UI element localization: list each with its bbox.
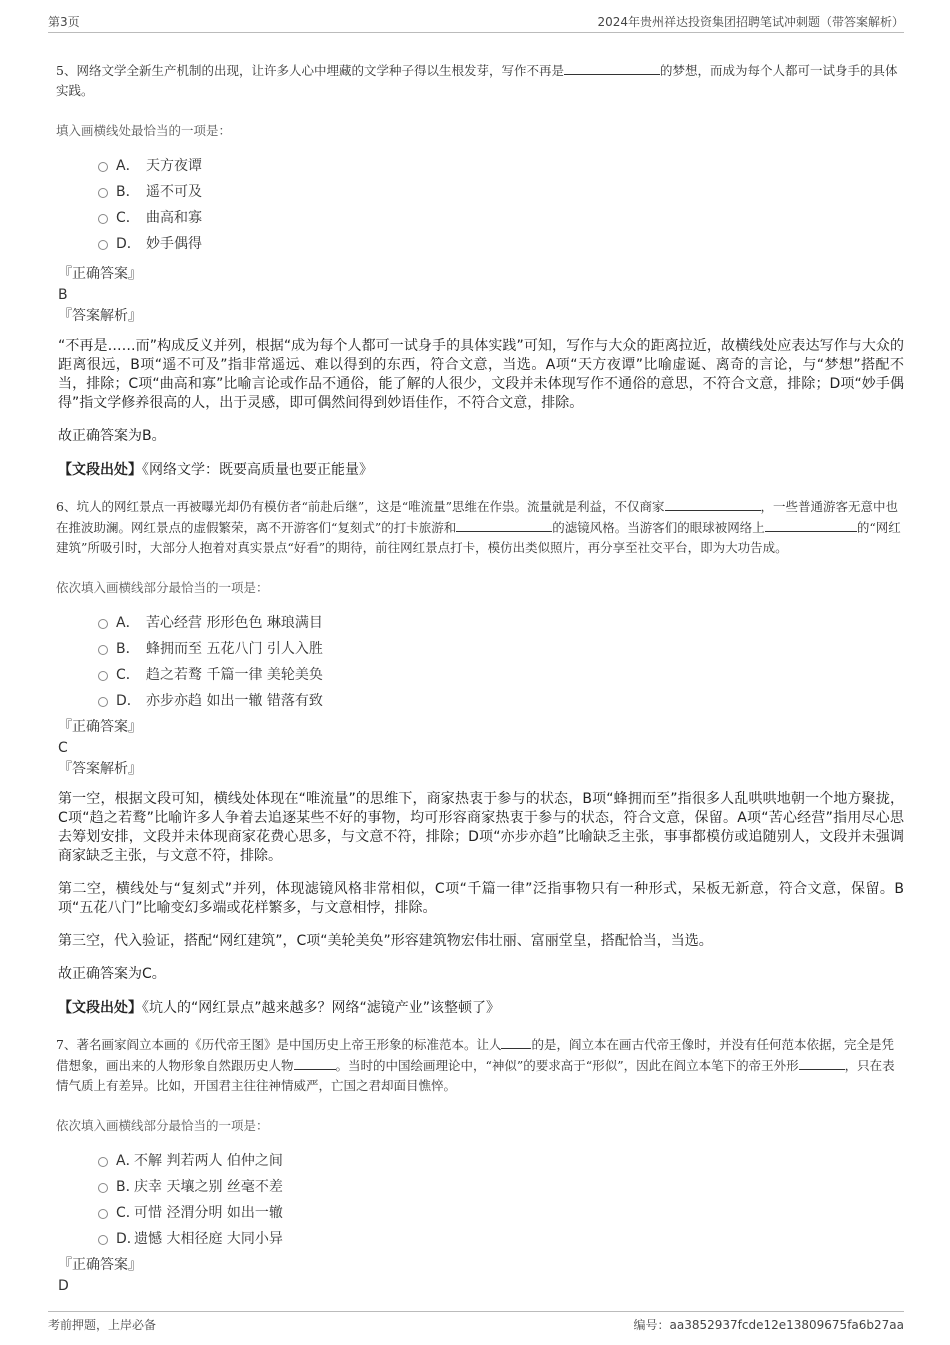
answer-blank — [501, 1034, 531, 1049]
page-number: 第3页 — [48, 15, 80, 29]
answer-blank — [294, 1055, 336, 1070]
option-list — [98, 153, 904, 257]
radio-icon[interactable] — [98, 645, 108, 655]
option-a[interactable]: A．不解 判若两人 伯仲之间 — [98, 1148, 904, 1174]
answer-label: 『正确答案』 — [58, 1257, 142, 1273]
question-list — [56, 40, 904, 1296]
radio-icon[interactable] — [98, 1235, 108, 1245]
radio-icon[interactable] — [98, 214, 108, 224]
option-b[interactable]: B． 遥不可及 — [98, 179, 904, 205]
option-a[interactable]: A． 天方夜谭 — [98, 153, 904, 179]
correct-answer: C — [58, 740, 68, 756]
answer-blank — [564, 60, 660, 75]
analysis-label: 『答案解析』 — [58, 308, 142, 324]
radio-icon[interactable] — [98, 162, 108, 172]
option-d[interactable]: D． 妙手偶得 — [98, 231, 904, 257]
analysis-text: “不再是……而”构成反义并列，根据“成为每个人都可一试身手的具体实践”可知，写作与大众的距离拉近，故横线处应表达写作与大众的距离很远，B项“遥不可及”指非常遥远、难以得到的东西，符合文意，当选。A项“天方夜谭”比喻虚诞、离奇的言论，与“梦想”搭配不当，排除；C项“曲高和寡”比喻言论或作品不通俗，能了解的人很少，文段并未体现写作不通俗的意思，不符合文意，排除；D项“妙手偶得”指文学修养很高的人，出于灵感，即可偶然间得到妙语佳作，不符合文意，排除。 故正确答案为B。 — [58, 338, 904, 444]
page-header — [48, 10, 904, 33]
document-code: 编号：aa3852937fcde12e13809675fa6b27aa — [633, 1318, 904, 1332]
answer-blank — [765, 517, 857, 532]
correct-answer: D — [58, 1278, 69, 1294]
answer-label: 『正确答案』 — [58, 266, 142, 282]
option-b[interactable]: B． 蜂拥而至 五花八门 引人入胜 — [98, 636, 904, 662]
source-citation: 【文段出处】《坑人的“网红景点”越来越多？网络“滤镜产业”该整顿了》 — [58, 1000, 501, 1016]
radio-icon[interactable] — [98, 1157, 108, 1167]
question-stem: 6、坑人的网红景点一再被曝光却仍有模仿者“前赴后继”，这是“唯流量”思维在作祟。流量就是利益，不仅商家 ，一些普通游客无意中也在推波助澜。网红景点的虚假繁荣，离不开游客们“复刻式”的打卡旅游和 的滤镜风格。当游客们的眼球被网络上 的“网红建筑”所吸引时，大部分人抱着对真实景点“好看”的期待，前往网红景点打卡，模仿出类似照片，再分享至社交平台，即为大功告成。 — [56, 496, 904, 558]
page-footer — [48, 1311, 904, 1336]
option-b[interactable]: B．庆幸 天壤之别 丝毫不差 — [98, 1174, 904, 1200]
answer-label: 『正确答案』 — [58, 719, 142, 735]
option-c[interactable]: C． 趋之若鹜 千篇一律 美轮美奂 — [98, 662, 904, 688]
question-5 — [56, 60, 904, 480]
analysis-label: 『答案解析』 — [58, 761, 142, 777]
option-a[interactable]: A． 苦心经营 形形色色 琳琅满目 — [98, 610, 904, 636]
answer-blank — [456, 517, 552, 532]
option-d[interactable]: D．遗憾 大相径庭 大同小异 — [98, 1226, 904, 1252]
radio-icon[interactable] — [98, 1183, 108, 1193]
question-prompt: 填入画横线处最恰当的一项是： — [56, 123, 232, 138]
question-prompt: 依次填入画横线部分最恰当的一项是： — [56, 1118, 269, 1133]
option-list — [98, 1148, 904, 1252]
option-list — [98, 610, 904, 714]
answer-blank — [665, 496, 761, 511]
analysis-text: 第一空，根据文段可知，横线处体现在“唯流量”的思维下，商家热衷于参与的状态，B项“蜂拥而至”指很多人乱哄哄地朝一个地方聚拢，C项“趋之若鹜”比喻许多人争着去追逐某些不好的事物，均可形容商家热衷于参与的状态，符合文意，保留。A项“苦心经营”指用尽心思去筹划安排，文段并未体现商家花费心思多，与文意不符，排除；D项“亦步亦趋”比喻缺乏主张，事事都模仿或追随别人，文段并未强调商家缺乏主张，与文意不符，排除。 第二空，横线处与“复刻式”并列，体现滤镜风格非常相似，C项“千篇一律”泛指事物只有一种形式，呆板无新意，符合文意，保留。B项“五花八门”比喻变幻多端或花样繁多，与文意相悖，排除。 第三空，代入验证，搭配“网红建筑”，C项“美轮美奂”形容建筑物宏伟壮丽、富丽堂皇，搭配恰当，当选。 故正确答案为C。 — [58, 791, 904, 982]
question-7 — [56, 1034, 904, 1296]
radio-icon[interactable] — [98, 240, 108, 250]
question-6 — [56, 496, 904, 1018]
question-stem: 5、网络文学全新生产机制的出现，让许多人心中埋藏的文学种子得以生根发芽，写作不再是 的梦想，而成为每个人都可一试身手的具体实践。 — [56, 60, 904, 101]
option-c[interactable]: C．可惜 泾渭分明 如出一辙 — [98, 1200, 904, 1226]
answer-blank — [799, 1055, 845, 1070]
question-stem: 7、著名画家阎立本画的《历代帝王图》是中国历史上帝王形象的标准范本。让人 的是，阎立本在画古代帝王像时，并没有任何范本依据，完全是凭借想象，画出来的人物形象自然跟历史人物 。当时的中国绘画理论中，“神似”的要求高于“形似”，因此在阎立本笔下的帝王外形 ，只在表情气质上有差异。比如，开国君主往往神情威严，亡国之君却面目憔悴。 — [56, 1034, 904, 1096]
radio-icon[interactable] — [98, 619, 108, 629]
option-c[interactable]: C． 曲高和寡 — [98, 205, 904, 231]
footer-slogan: 考前押题，上岸必备 — [48, 1318, 157, 1332]
question-prompt: 依次填入画横线部分最恰当的一项是： — [56, 580, 269, 595]
option-d[interactable]: D． 亦步亦趋 如出一辙 错落有致 — [98, 688, 904, 714]
document-title: 2024年贵州祥达投资集团招聘笔试冲刺题（带答案解析） — [597, 15, 904, 29]
radio-icon[interactable] — [98, 697, 108, 707]
radio-icon[interactable] — [98, 188, 108, 198]
radio-icon[interactable] — [98, 671, 108, 681]
correct-answer: B — [58, 287, 68, 303]
radio-icon[interactable] — [98, 1209, 108, 1219]
source-citation: 【文段出处】《网络文学：既要高质量也要正能量》 — [58, 462, 373, 478]
